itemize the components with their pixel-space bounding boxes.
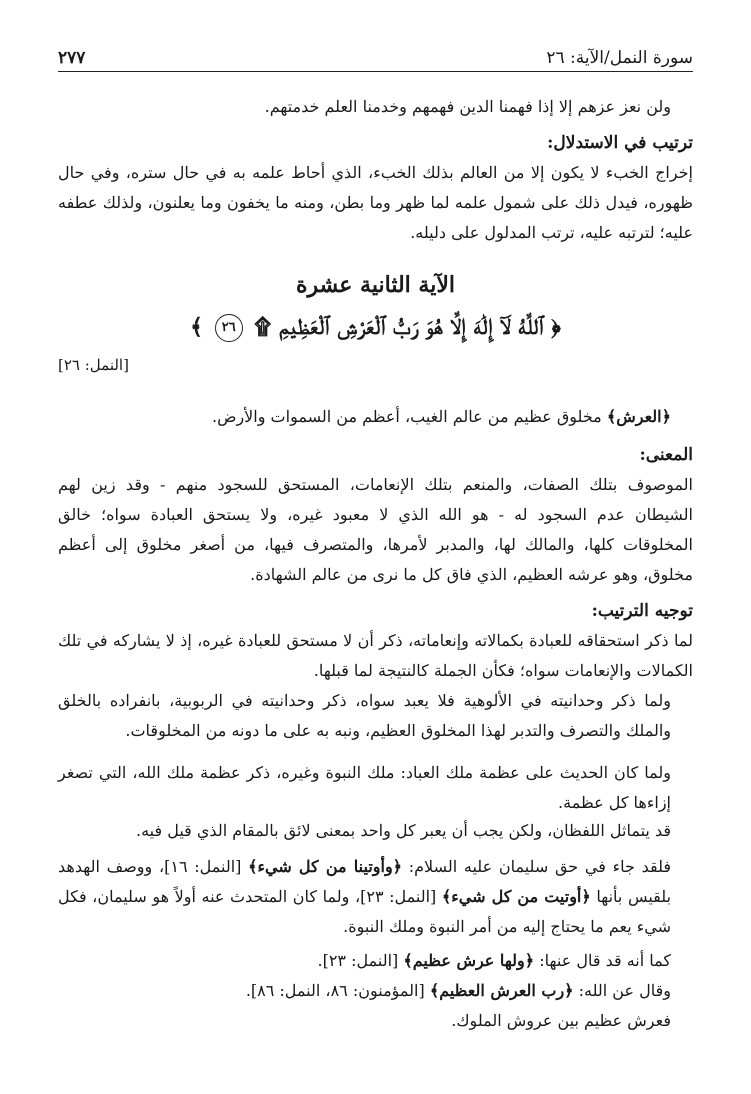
verse-reference: [النمل: ٢٦] [58,356,129,374]
arsh-term: ﴿العرش﴾ [606,407,671,426]
section-title: الآية الثانية عشرة [295,272,456,298]
solomon-quote-1: ﴿وأوتينا من كل شيء﴾ [248,857,403,876]
closing-line-2 [58,976,693,1006]
intro-line [58,92,693,122]
arsh-text: مخلوق عظيم من عالم الغيب، أعظم من السموات والأرض. [212,407,607,426]
intro-text: ولن نعز عزهم إلا إذا فهمنا الدين فهمهم وخدمنا العلم خدمتهم. [264,97,671,116]
page-number: ٢٧٧ [58,48,86,68]
running-title: سورة النمل/الآية: ٢٦ [546,48,693,68]
meaning-paragraph: الموصوف بتلك الصفات، والمنعم بتلك الإنعامات، المستحق للسجود منهم - وقد زين لهم الشيطان عدم السجود له - هو الله الذي لا معبود غيره، ولا يستحق العبادة سواه؛ خالق المخلوقات كلها، والمالك لها، والمدبر لأمرها، والمتصرف فيها، من أصغر مخلوق إلى أعظم مخلوق، وهو عرشه العظيم، الذي فاق كل ما نرى من عالم الشهادة. [58,475,693,584]
verse-close-bracket: ﴾ [190,314,204,340]
solomon-prefix: فلقد جاء في حق سليمان عليه السلام: [402,857,672,876]
page-header [58,42,693,72]
quran-verse [58,314,693,342]
closing-1-ref: [النمل: ٢٣]. [317,951,404,970]
meaning-heading: المعنى: [639,445,693,465]
verse-text: ٱللَّهُ لَآ إِلَٰهَ إِلَّا هُوَ رَبُّ ٱلْعَرْشِ ٱلْعَظِيمِ ۩ [254,314,544,340]
order-heading: توجيه الترتيب: [591,601,693,621]
inference-heading: ترتيب في الاستدلال: [547,133,693,153]
order-paragraph-1: لما ذكر استحقاقه للعبادة بكمالاته وإنعاماته، ذكر أن لا مستحق للعبادة غيره، إذ لا يشاركه في تلك الكمالات والإنعامات سواه؛ فكأن الجملة كالنتيجة لما قبلها. [58,631,693,680]
solomon-mid: [النمل: ١٦]، ووصف الهدهد بلقيس بأنها [58,857,672,906]
closing-2-ref: [المؤمنون: ٨٦، النمل: ٨٦]. [245,981,430,1000]
arsh-definition [58,402,693,432]
order-paragraph-4: قد يتماثل اللفظان، ولكن يجب أن يعبر كل واحد بمعنى لائق بالمقام الذي قيل فيه. [136,821,671,840]
inference-paragraph: إخراج الخبء لا يكون إلا من العالم بذلك الخبء، الذي أحاط علمه به في حال ستره، وفي حال ظهوره، فيدل ذلك على شمول علمه لما ظهر وما بطن، ومنه ما يخفون وما يعلنون، ولذلك عطفه عليه؛ لترتبه عليه، ترتب المدلول على دليله. [58,163,694,242]
order-paragraph-2: ولما ذكر وحدانيته في الألوهية فلا يعبد سواه، ذكر وحدانيته في الربوبية، بانفراده بالخلق والملك والتصرف والتدبر لهذا المخلوق العظيم، ونبه به على ما دونه من المخلوقات. [58,691,672,740]
solomon-rest: [النمل: ٢٣]، ولما كان المتحدث عنه أولاً هو سليمان، فكل شيء يعم ما يحتاج إليه من أمر النبوة وملك النبوة. [58,887,671,936]
closing-line-3: فعرش عظيم بين عروش الملوك. [451,1011,671,1030]
closing-2-quote: ﴿رب العرش العظيم﴾ [429,981,574,1000]
closing-1-prefix: كما أنه قد قال عنها: [534,951,671,970]
closing-1-quote: ﴿ولها عرش عظيم﴾ [403,951,535,970]
closing-2-prefix: وقال عن الله: [573,981,671,1000]
order-paragraph-3: ولما كان الحديث على عظمة ملك العباد: ملك النبوة وغيره، ذكر عظمة ملك الله، التي تصغر إزاءها كل عظمة. [58,763,671,812]
verse-open-bracket: ﴿ [551,314,561,340]
solomon-quote-2: ﴿أوتيت من كل شيء﴾ [441,887,591,906]
verse-number: ٢٦ [215,314,243,342]
solomon-paragraph [58,852,693,942]
closing-line-1 [58,946,693,976]
